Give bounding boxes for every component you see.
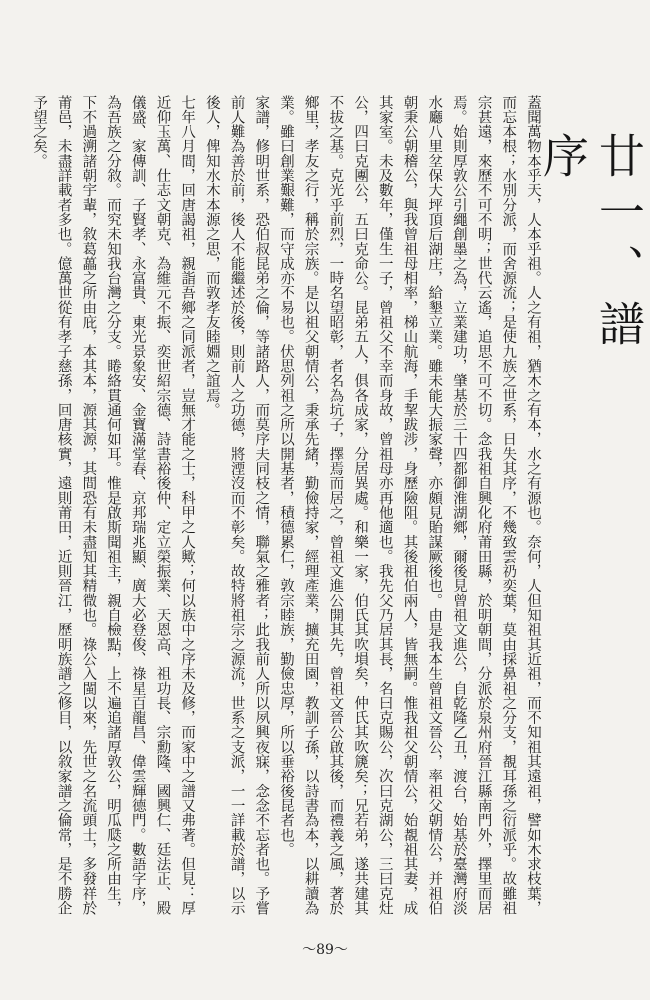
- preface-body: [30, 95, 545, 925]
- paragraph: 家譜，修明世系，恐伯叔昆弟之倫，等諸路人，而莫序夫同枝之情，聯氣之雅者；此我前人所以夙興夜寐，念念不忘者也。予嘗前人難為善於前，後人不能繼述於後，則前人之功德，將湮沒而不彰矣。故特將祖宗之源流，世系之支派，一一詳載於譜，以示後人，俾知水木本源之思，而敦孝友睦婣之誼焉。: [203, 95, 270, 916]
- paragraph: 七年八月間，回唐謁祖，親詣吾鄉之同派者，豈無才能之士，科甲之人歟；何以族中之序未及修，而家中之譜又弗著。但見：厚近仰玉萬、仕志文朝克、為維元不振、奕世紹宗德、詩書裕後仲、定立榮振業、天恩高、祖功長、宗勳隆、國興仁、廷法正、殿儀盛、家傳訓、子賢孝、永富貴、東光景象安、金寶滿堂春、京邦瑞兆顯、廣大必登俊、祿星百龍昌、偉雲輝德門。數語字序，為吾族之分敘。而究未知我台灣之分支。睠絡貫通何如耳。惟是啟斯聞祖主，親自檢點，上不遍追諸厚敦公，明瓜瓞之所由生，下不過溯諸朝宇輩，敘葛藟之所由庇，本其本，源其源，其間恐有未盡知其精微也。祿公入閩以來，先世之名流頭士，多發祥於莆邑，未盡詳載者多也。億萬世從有孝子慈孫，回唐核實，遠則莆田，近則晉江，歷明族譜之修目，以敘家譜之倫常，是不勝企予望之矣。: [30, 95, 196, 916]
- page-title: 廿一、譜序: [535, 132, 646, 356]
- page-number: ～89～: [302, 942, 348, 958]
- paragraph: 蓋聞萬物本乎天，人本乎祖。人之有祖，猶木之有本，水之有源也。奈何，人但知祖其近祖，而不知祖其遠祖，譬如木求枝葉，而忘本根；水別分派，而舍源流；是使九族之世系，日失其序，不幾致雲礽奕葉，莫由採鼻祖之分支，覩耳孫之衍派乎。故雖祖宗甚遠，來歷不可不明；世代云遙，追思不可不切。念我祖自興化府莆田縣，於明朝間，分派於泉州府晉江縣南門外，擇里而居焉。始則厚敦公引繩創墨之為，立業建功，肇基於三十四都御淮湖鄉，爾後見曾祖文進公，自乾隆乙丑，渡台，始基於臺灣府淡水廳八里坌保大坪頂后湖庄，給墾立業。雖未能大振家聲，亦頗見貽謀厥後也。由是我本生曾祖文晉公，率祖父朝情公，并祖伯朝秉公朝稽公，與我曾祖母相率，梯山航海，手挈跋涉，身歷險阻。其後祖伯兩人，皆無嗣。惟我祖父朝情公，始覩祖其妻，成其家室。未及數年，僅生一子，曾祖父不幸而身故，曾祖母亦再他適也。我先父乃居其長，名曰克賜公，次曰克湖公，三曰克灶公，四曰克團公，五曰克命公。昆弟五人，俱各成家，分居異處。和樂一家，伯氏其吹塤矣，仲氏其吹篪矣；兄若弟，遂共建其不拔之基。克光乎前烈，一時名望昭彰，者名為坑子，擇焉而居之，曾祖文進公開其先，曾祖文晉公啟其後，而禮義之風，著於鄉里，孝友之行，稱於宗族。是以祖父朝情公，秉承先緒，勤儉持家，經理產業，擴充田園，教訓子孫，以詩書為本，以耕讀為業。雖曰創業艱難，而守成亦不易也。伏思列祖之所以開基者，積德累仁，敦宗睦族，勤儉忠厚，所以垂裕後昆者也。: [277, 95, 541, 916]
